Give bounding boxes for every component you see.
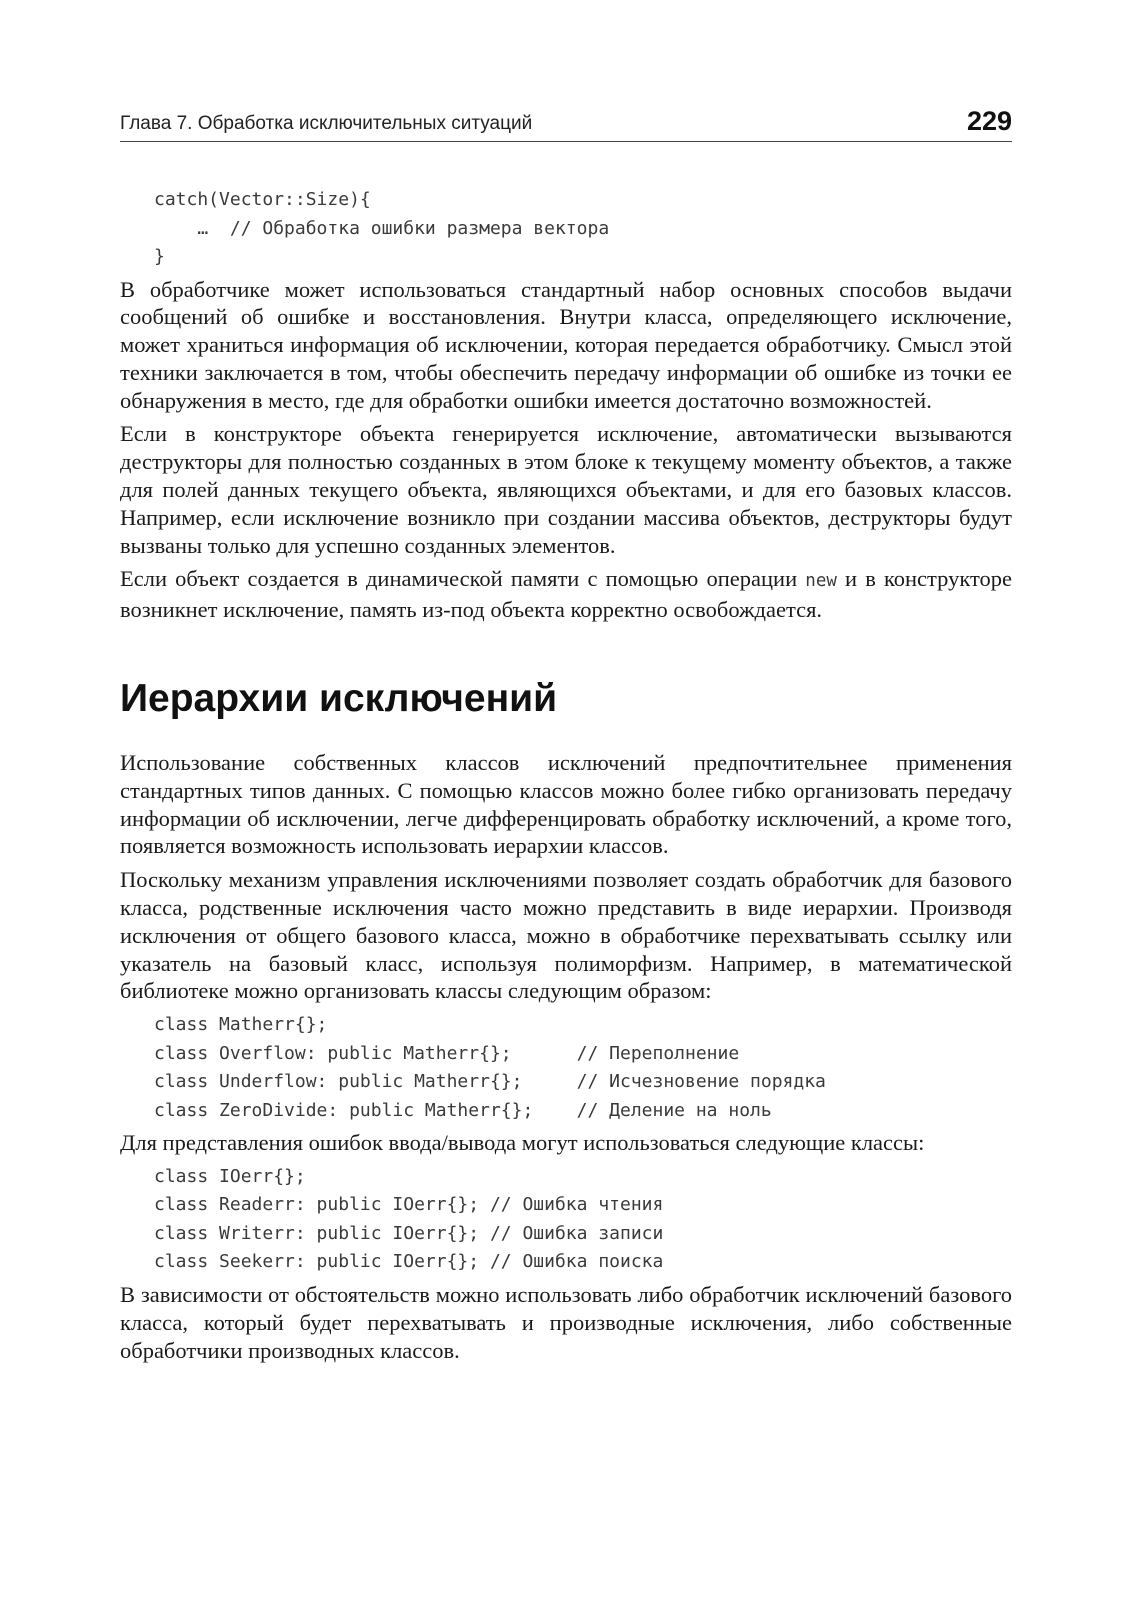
paragraph-dynamic-memory (120, 565, 1012, 624)
inline-code-new: new (805, 571, 837, 592)
paragraph-handler-info: В обработчике может использоваться стандартный набор основных способов выдачи сообщений об ошибке и восстановления. Внутри класса, определяющего исключение, может храниться информация об исключении, которая передается обработчику. Смысл этой техники заключается в том, чтобы обеспечить передачу информации об ошибке из точки ее обнаружения в место, где для обработки ошибки имеется достаточно возможностей. (120, 276, 1012, 413)
paragraph-text: и в конструкторе возникнет исключение, память из-под объекта корректно освобождается. (120, 566, 1013, 623)
code-block-ioerr: class IOerr{}; class Readerr: public IOerr{}; // Ошибка чтения class Writerr: public IOerr{}; // Ошибка записи class Seekerr: public IOerr{}; // Ошибка поиска (154, 1165, 664, 1273)
paragraph-handler-choice: В зависимости от обстоятельств можно использовать либо обработчик исключений базового класса, который будет перехватывать и производные исключения, либо собственные обработчики производных классов. (120, 1281, 1012, 1363)
paragraph-text: Если объект создается в динамической памяти с помощью операции (120, 566, 806, 592)
page-body (120, 186, 1012, 1370)
code-block-matherr: class Matherr{}; class Overflow: public Matherr{}; // Переполнение class Underflow: public Matherr{}; // Исчезновение порядка class ZeroDivide: public Matherr{}; // Деление на ноль (154, 1014, 826, 1121)
paragraph-io-errors: Для представления ошибок ввода/вывода могут использоваться следующие классы: (120, 1130, 925, 1156)
paragraph-constructor-exception: Если в конструкторе объекта генерируется исключение, автоматически вызываются деструкторы для полностью созданных в этом блоке к текущему моменту объектов, а также для полей данных текущего объекта, являющихся объектами, и для его базовых классов. Например, если исключение возникло при создании массива объектов, деструкторы будут вызваны только для успешно созданных элементов. (120, 421, 1012, 558)
chapter-title: Глава 7. Обработка исключительных ситуаций (120, 113, 533, 134)
page-number: 229 (966, 106, 1012, 136)
code-block-catch: catch(Vector::Size){ … // Обработка ошибки размера вектора } (154, 189, 610, 267)
paragraph-own-classes: Использование собственных классов исключений предпочтительнее применения стандартных типов данных. С помощью классов можно более гибко организовать передачу информации об исключении, легче дифференцировать обработку исключений, а кроме того, появляется возможность использовать иерархии классов. (120, 749, 1012, 859)
section-heading: Иерархии исключений (120, 677, 558, 721)
running-header (120, 108, 1012, 142)
paragraph-hierarchy: Поскольку механизм управления исключениями позволяет создать обработчик для базового класса, родственные исключения часто можно представить в виде иерархии. Производя исключения от общего базового класса, можно в обработчике перехватывать ссылку или указатель на базовый класс, используя полиморфизм. Например, в математической библиотеке можно организовать классы следующим образом: (120, 867, 1012, 1004)
